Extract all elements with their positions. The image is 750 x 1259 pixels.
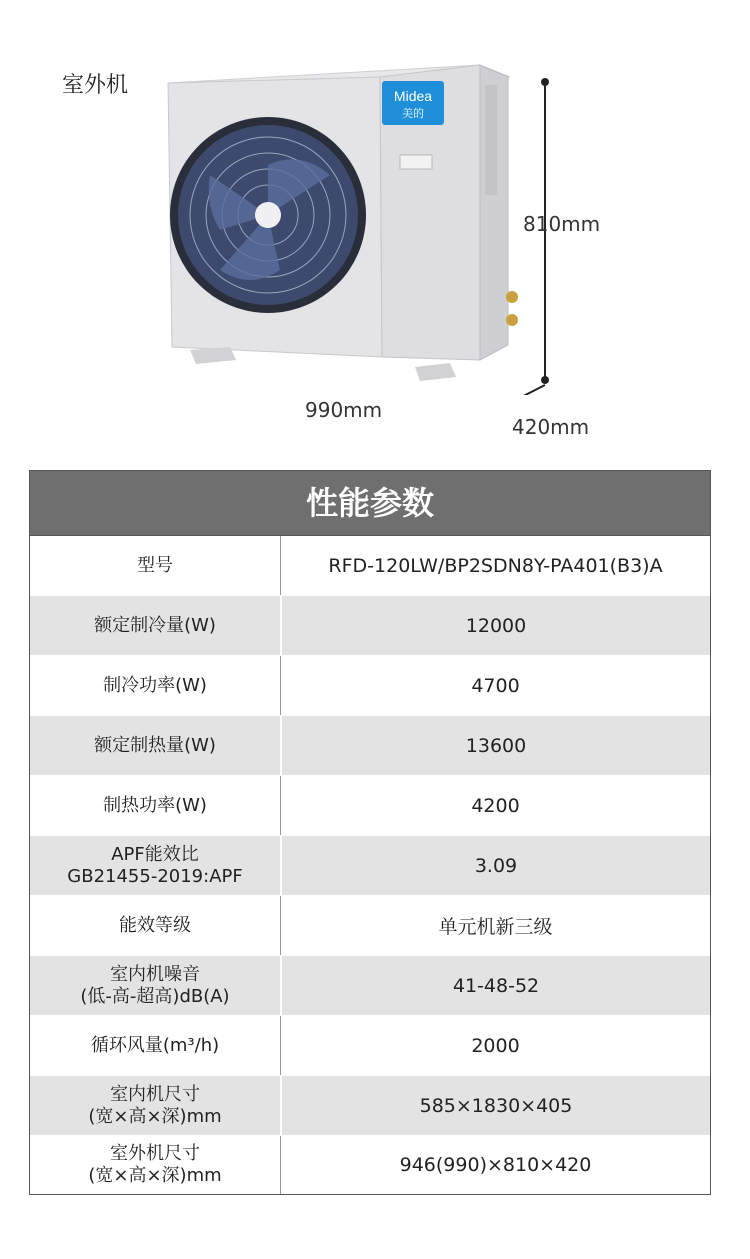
row-label: 额定制冷量(W) bbox=[30, 596, 282, 655]
height-dimension: 810mm bbox=[523, 212, 601, 236]
table-row bbox=[30, 1136, 710, 1194]
row-value: 13600 bbox=[465, 734, 527, 757]
table-row bbox=[30, 956, 710, 1016]
row-value: 2000 bbox=[471, 1034, 520, 1057]
row-value: 585×1830×405 bbox=[419, 1094, 573, 1117]
row-label: APF能效比 GB21455-2019:APF bbox=[30, 836, 282, 895]
row-value: 946(990)×810×420 bbox=[399, 1154, 592, 1176]
logo-text: Midea bbox=[393, 88, 433, 104]
row-value: RFD-120LW/BP2SDN8Y-PA401(B3)A bbox=[328, 554, 663, 577]
width-dimension: 990mm bbox=[305, 398, 383, 422]
row-label: 制热功率(W) bbox=[30, 776, 281, 835]
row-value: 单元机新三级 bbox=[438, 916, 553, 938]
spec-title: 性能参数 bbox=[30, 471, 710, 536]
table-row bbox=[30, 716, 710, 776]
depth-dimension: 420mm bbox=[512, 415, 590, 439]
outdoor-unit-image bbox=[150, 55, 550, 395]
row-label: 室内机噪音 (低-高-超高)dB(A) bbox=[30, 956, 282, 1015]
table-row bbox=[30, 656, 710, 716]
depth-dimension-line bbox=[492, 385, 545, 395]
row-label: 室内机尺寸 (宽×高×深)mm bbox=[30, 1076, 282, 1135]
row-value: 4200 bbox=[471, 794, 520, 817]
table-row bbox=[30, 1076, 710, 1136]
logo-text-cn: 美的 bbox=[402, 107, 424, 120]
row-label: 能效等级 bbox=[30, 896, 281, 955]
table-row bbox=[30, 1016, 710, 1076]
table-row bbox=[30, 596, 710, 656]
row-value: 4700 bbox=[471, 674, 520, 697]
row-label: 循环风量(m³/h) bbox=[30, 1016, 281, 1075]
row-label: 制冷功率(W) bbox=[30, 656, 281, 715]
row-label: 室外机尺寸 (宽×高×深)mm bbox=[30, 1136, 281, 1194]
row-value: 41-48-52 bbox=[452, 974, 540, 997]
table-row bbox=[30, 536, 710, 596]
spec-table bbox=[29, 470, 711, 1195]
product-label: 室外机 bbox=[62, 73, 129, 98]
row-label: 型号 bbox=[30, 536, 281, 595]
table-row bbox=[30, 836, 710, 896]
row-value: 12000 bbox=[465, 614, 527, 637]
row-label: 额定制热量(W) bbox=[30, 716, 282, 775]
row-value: 3.09 bbox=[474, 854, 518, 877]
table-row bbox=[30, 776, 710, 836]
table-row bbox=[30, 896, 710, 956]
fan-hub bbox=[255, 202, 281, 228]
